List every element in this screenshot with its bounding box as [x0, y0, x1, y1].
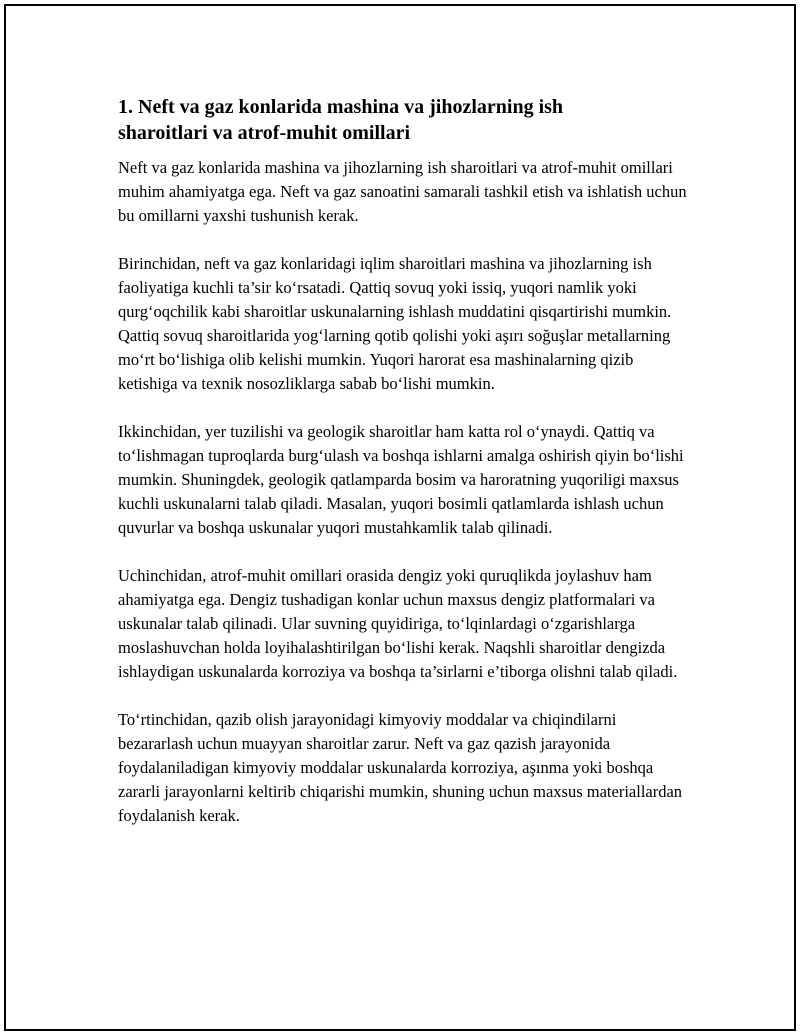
section-heading: 1. Neft va gaz konlarida mashina va jihozlarning ish sharoitlari va atrof-muhit omillari: [118, 96, 564, 144]
paragraph-geology: Ikkinchidan, yer tuzilishi va geologik sharoitlar ham katta rol o‘ynaydi. Qattiq va to‘lishmagan tuproqlarda burg‘ulash va boshqa ishlarni amalga oshirish qiyin bo‘lishi mumkin. Shuningdek, geologik qatlamparda bosim va haroratning yuqoriligi maxsus kuchli uskunalarni talab qiladi. Masalan, yuqori bosimli qatlamlarda ishlash uchun quvurlar va boshqa uskunalar yuqori mustahkamlik talab qilinadi.: [118, 422, 684, 537]
document-body: [118, 94, 692, 852]
paragraph-climate: Birinchidan, neft va gaz konlaridagi iqlim sharoitlari mashina va jihozlarning ish faoliyatiga kuchli ta’sir ko‘rsatadi. Qattiq sovuq yoki issiq, yuqori namlik yoki qurg‘oqchilik kabi sharoitlar uskunalarning ishlash muddatini qisqartirishi mumkin. Qattiq sovuq sharoitlarida yog‘larning qotib qolishi yoki aşırı soğuşlar metallarning mo‘rt bo‘lishiga olib kelishi mumkin. Yuqori harorat esa mashinalarning qizib ketishiga va texnik nosozliklarga sabab bo‘lishi mumkin.: [118, 254, 672, 393]
paragraph-chemicals: To‘rtinchidan, qazib olish jarayonidagi kimyoviy moddalar va chiqindilarni bezararlash uchun muayyan sharoitlar zarur. Neft va gaz qazish jarayonida foydalaniladigan kimyoviy moddalar uskunalarda korroziya, aşınma yoki boshqa zararli jarayonlarni keltirib chiqarishi mumkin, shuning uchun maxsus materiallardan foydalanish kerak.: [118, 710, 683, 825]
paragraph-intro: Neft va gaz konlarida mashina va jihozlarning ish sharoitlari va atrof-muhit omillari muhim ahamiyatga ega. Neft va gaz sanoatini samarali tashkil etish va ishlatish uchun bu omillarni yaxshi tushunish kerak.: [118, 158, 687, 225]
paragraph-environment: Uchinchidan, atrof-muhit omillari orasida dengiz yoki quruqlikda joylashuv ham ahamiyatga ega. Dengiz tushadigan konlar uchun maxsus dengiz platformalari va uskunalar talab qilinadi. Ular suvning quyidiriga, to‘lqinlardagi o‘zgarishlarga moslashuvchan holda loyihalashtirilgan bo‘lishi kerak. Naqshli sharoitlar dengizda ishlaydigan uskunalarda korroziya va boshqa ta’sirlarni e’tiborga olishni talab qiladi.: [118, 566, 678, 681]
